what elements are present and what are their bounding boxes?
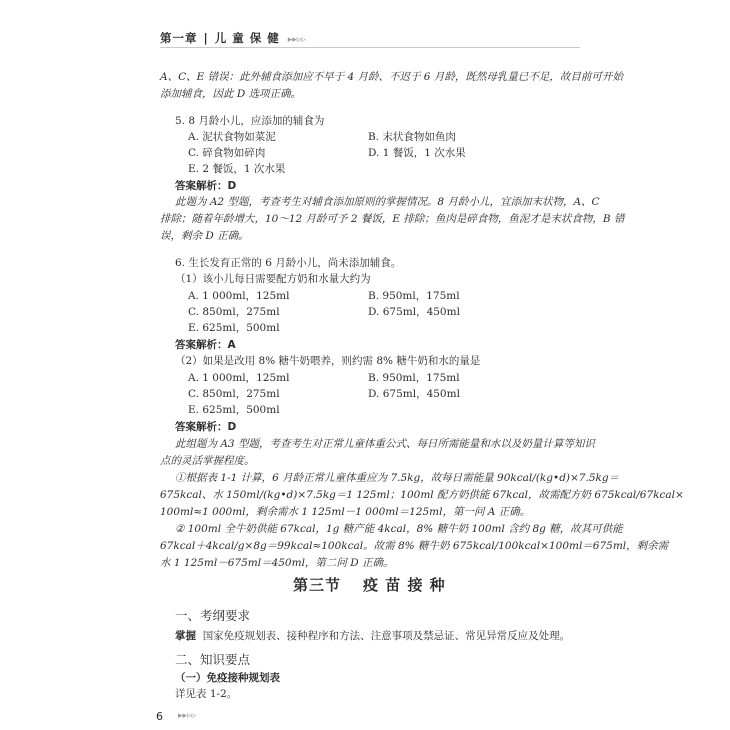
q5-answer: 答案解析：D: [175, 180, 237, 192]
master-line: [175, 628, 570, 645]
q5-option-b: B. 末状食物如鱼肉: [368, 131, 456, 143]
master-label: 掌握: [175, 630, 196, 642]
q5-option-a: A. 泥状食物如菜泥: [188, 131, 276, 143]
q6-2-option-b: B. 950ml，175ml: [368, 372, 460, 384]
q6-1-option-b: B. 950ml，175ml: [368, 290, 460, 302]
q6-explanation-2: 点的灵活掌握程度。: [160, 455, 255, 467]
q6-explanation-6: ② 100ml 全牛奶供能 67kcal，1g 糖产能 4kcal，8% 糖牛奶 100ml 含约 8g 糖，故其可供能: [175, 523, 623, 535]
q5-option-c: C. 碎食物如碎肉: [188, 147, 266, 159]
subsection-text: 详见表 1-2。: [175, 688, 238, 700]
q5-explanation-1: 此题为 A2 型题，考查考生对辅食添加原则的掌握情况。8 月龄小儿，宜添加末状物，A、C: [175, 196, 600, 208]
intro-line-2: 添加辅食，因此 D 选项正确。: [160, 88, 302, 100]
chapter-title: 儿 童 保 健: [214, 31, 280, 45]
chapter-number: 第一章: [160, 31, 198, 45]
q6-1-option-e: E. 625ml，500ml: [188, 322, 280, 334]
heading-outline: 一、考纲要求: [175, 608, 251, 623]
q6-2-option-e: E. 625ml，500ml: [188, 404, 280, 416]
header-rule: [160, 47, 580, 48]
q6-1-option-d: D. 675ml，450ml: [368, 306, 460, 318]
q6-explanation-1: 此组题为 A3 型题，考查考生对正常儿童体重公式、每日所需能量和水以及奶量计算等知识: [175, 438, 595, 450]
q5-stem: 5. 8 月龄小儿，应添加的辅食为: [175, 115, 325, 127]
q6-explanation-5: 100ml≈1 000ml，剩余需水 1 125ml－1 000ml＝125ml，第一问 A 正确。: [160, 506, 531, 518]
q6-stem: 6. 生长发育正常的 6 月龄小儿，尚未添加辅食。: [175, 257, 402, 269]
q6-1-option-c: C. 850ml，275ml: [188, 306, 280, 318]
section-name: 疫 苗 接 种: [363, 576, 446, 594]
q5-option-e: E. 2 餐饭，1 次水果: [188, 163, 286, 175]
q6-explanation-3: ①根据表 1-1 计算，6 月龄正常儿童体重应为 7.5kg，故每日需能量 90kcal/(kg•d)×7.5kg＝: [175, 472, 620, 484]
q5-option-d: D. 1 餐饭，1 次水果: [368, 147, 466, 159]
header-arrows-icon: ▸▸▹▹: [287, 35, 306, 45]
section-number: 第三节: [293, 576, 342, 594]
page-number: 6: [156, 710, 163, 723]
q6-explanation-8: 水 1 125ml－675ml＝450ml，第二问 D 正确。: [160, 557, 394, 569]
q6-2-option-d: D. 675ml，450ml: [368, 388, 460, 400]
q6-sub1: （1）该小儿每日需要配方奶和水量大约为: [175, 273, 371, 285]
q6-1-option-a: A. 1 000ml，125ml: [188, 290, 290, 302]
running-header: [160, 30, 306, 46]
section-title: [293, 574, 446, 595]
intro-line-1: A、C、E 错误：此外辅食添加应不早于 4 月龄、不迟于 6 月龄，既然母乳量已不足，故目前可开始: [160, 71, 623, 83]
q6-answer-2: 答案解析：D: [175, 421, 237, 433]
master-text: 国家免疫规划表、接种程序和方法、注意事项及禁忌证、常见异常反应及处理。: [202, 630, 571, 642]
subsection-title: （一）免疫接种规划表: [175, 672, 280, 684]
heading-points: 二、知识要点: [175, 652, 251, 667]
q6-explanation-4: 675kcal、水 150ml/(kg•d)×7.5kg＝1 125ml；100ml 配方奶供能 67kcal，故需配方奶 675kcal/67kcal×: [160, 489, 684, 501]
header-separator: |: [203, 31, 209, 45]
footer-arrows-icon: ▸▸▹▹: [178, 711, 197, 721]
q6-answer-1: 答案解析：A: [175, 339, 236, 351]
q5-explanation-2: 排除；随着年龄增大，10～12 月龄可予 2 餐饭，E 排除；鱼肉是碎食物，鱼泥才是末状食物，B 错: [160, 213, 625, 225]
q6-explanation-7: 67kcal＋4kcal/g×8g＝99kcal≈100kcal。故需 8% 糖牛奶 675kcal/100kcal×100ml＝675ml，剩余需: [160, 540, 669, 552]
q6-2-option-a: A. 1 000ml，125ml: [188, 372, 290, 384]
q6-sub2: （2）如果是改用 8% 糖牛奶喂养，则约需 8% 糖牛奶和水的量是: [175, 355, 481, 367]
q6-2-option-c: C. 850ml，275ml: [188, 388, 280, 400]
q5-explanation-3: 误，剩余 D 正确。: [160, 230, 249, 242]
